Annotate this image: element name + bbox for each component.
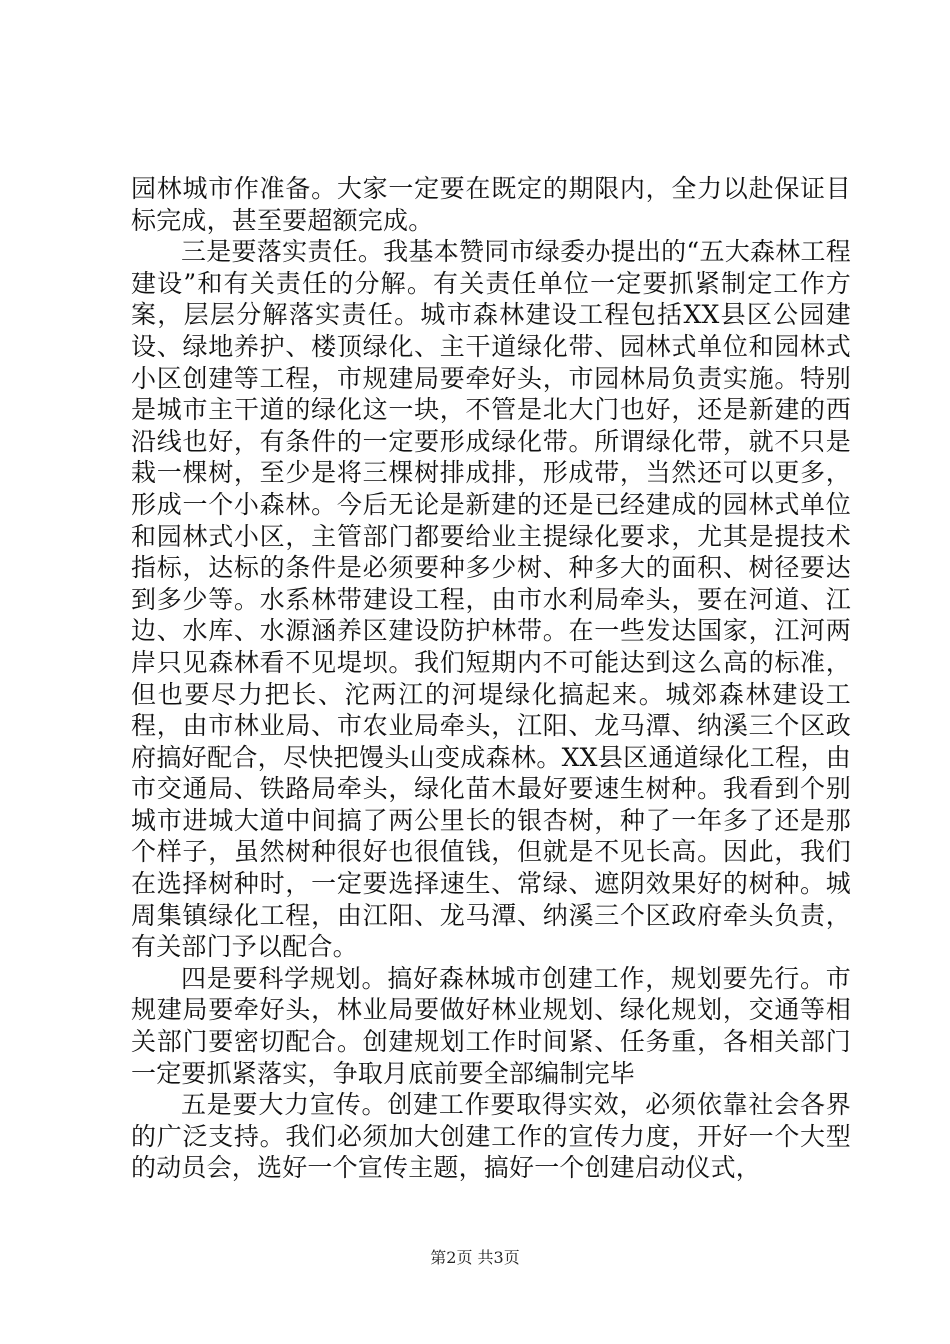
paragraph-continuation: 园林城市作准备。大家一定要在既定的期限内，全力以赴保证目标完成，甚至要超额完成。: [131, 174, 851, 235]
page-number-footer: 第2页 共3页: [430, 1248, 520, 1267]
paragraph-responsibility: 三是要落实责任。我基本赞同市绿委办提出的“五大森林工程建设”和有关责任的分解。有关责任单位一定要抓紧制定工作方案，层层分解落实责任。城市森林建设工程包括XX县区公园建设、绿地养护、楼顶绿化、主干道绿化带、园林式单位和园林式小区创建等工程，市规建局要牵好头，市园林局负责实施。特别是城市主干道的绿化这一块，不管是北大门也好，还是新建的西沿线也好，有条件的一定要形成绿化带。所谓绿化带，就不只是栽一棵树，至少是将三棵树排成排，形成带，当然还可以更多，形成一个小森林。今后无论是新建的还是已经建成的园林式单位和园林式小区，主管部门都要给业主提绿化要求，尤其是提技术指标，达标的条件是必须要种多少树、种多大的面积、树径要达到多少等。水系林带建设工程，由市水利局牵头，要在河道、江边、水库、水源涵养区建设防护林带。在一些发达国家，江河两岸只见森林看不见堤坝。我们短期内不可能达到这么高的标准，但也要尽力把长、沱两江的河堤绿化搞起来。城郊森林建设工程，由市林业局、市农业局牵头，江阳、龙马潭、纳溪三个区政府搞好配合，尽快把馒头山变成森林。XX县区通道绿化工程，由市交通局、铁路局牵头，绿化苗木最好要速生树种。我看到个别城市进城大道中间搞了两公里长的银杏树，种了一年多了还是那个样子，虽然树种很好也很值钱，但就是不见长高。因此，我们在选择树种时，一定要选择速生、常绿、遮阴效果好的树种。城周集镇绿化工程，由江阳、龙马潭、纳溪三个区政府牵头负责，有关部门予以配合。: [131, 237, 851, 962]
paragraph-planning: 四是要科学规划。搞好森林城市创建工作，规划要先行。市规建局要牵好头，林业局要做好林业规划、绿化规划，交通等相关部门要密切配合。创建规划工作时间紧、任务重，各相关部门一定要抓紧落实，争取月底前要全部编制完毕: [131, 963, 851, 1088]
document-body: [131, 173, 851, 1184]
paragraph-publicity: 五是要大力宣传。创建工作要取得实效，必须依靠社会各界的广泛支持。我们必须加大创建工作的宣传力度，开好一个大型的动员会，选好一个宣传主题，搞好一个创建启动仪式，: [131, 1090, 851, 1183]
